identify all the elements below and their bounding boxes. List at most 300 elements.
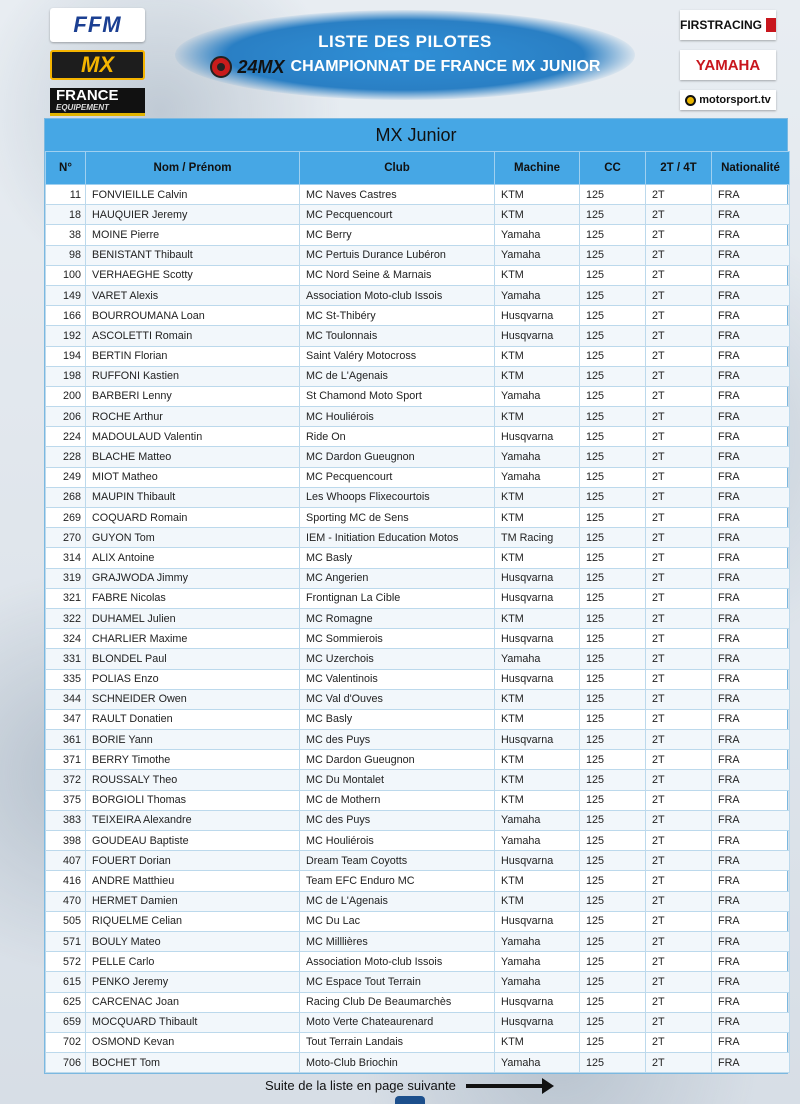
rider-machine: Husqvarna [495, 1012, 580, 1032]
rider-name: ROCHE Arthur [86, 407, 300, 427]
rider-number: 149 [46, 285, 86, 305]
rider-stroke: 2T [646, 972, 712, 992]
rider-cc: 125 [580, 366, 646, 386]
rider-nationality: FRA [712, 185, 790, 205]
rider-number: 192 [46, 326, 86, 346]
rider-stroke: 2T [646, 265, 712, 285]
rider-machine: KTM [495, 205, 580, 225]
rider-machine: KTM [495, 770, 580, 790]
rider-machine: KTM [495, 366, 580, 386]
table-row [46, 427, 790, 447]
rider-name: MADOULAUD Valentin [86, 427, 300, 447]
championship-row [175, 56, 635, 78]
rider-machine: Husqvarna [495, 326, 580, 346]
rider-machine: KTM [495, 871, 580, 891]
table-row [46, 649, 790, 669]
rider-club: MC Uzerchois [300, 649, 495, 669]
rider-number: 166 [46, 306, 86, 326]
table-row [46, 205, 790, 225]
rider-name: RUFFONI Kastien [86, 366, 300, 386]
rider-name: BERTIN Florian [86, 346, 300, 366]
col-header-machine: Machine [495, 152, 580, 185]
rider-number: 268 [46, 487, 86, 507]
rider-name: RIQUELME Celian [86, 911, 300, 931]
rider-club: Frontignan La Cible [300, 588, 495, 608]
rider-name: HERMET Damien [86, 891, 300, 911]
rider-number: 615 [46, 972, 86, 992]
rider-stroke: 2T [646, 528, 712, 548]
rider-number: 200 [46, 386, 86, 406]
rider-club: MC Angerien [300, 568, 495, 588]
rider-name: BOULY Mateo [86, 931, 300, 951]
rider-club: Moto Verte Chateaurenard [300, 1012, 495, 1032]
rider-number: 38 [46, 225, 86, 245]
rider-machine: KTM [495, 548, 580, 568]
rider-nationality: FRA [712, 1053, 790, 1073]
24mx-brand-icon [210, 56, 232, 78]
col-header-nationality: Nationalité [712, 152, 790, 185]
rider-cc: 125 [580, 205, 646, 225]
table-row [46, 851, 790, 871]
rider-nationality: FRA [712, 831, 790, 851]
table-row [46, 1012, 790, 1032]
rider-stroke: 2T [646, 588, 712, 608]
table-row [46, 730, 790, 750]
rider-machine: Husqvarna [495, 851, 580, 871]
rider-cc: 125 [580, 568, 646, 588]
table-row [46, 588, 790, 608]
rider-number: 228 [46, 447, 86, 467]
rider-cc: 125 [580, 1053, 646, 1073]
rider-name: FABRE Nicolas [86, 588, 300, 608]
rider-name: CHARLIER Maxime [86, 629, 300, 649]
rider-club: MC Basly [300, 548, 495, 568]
table-row [46, 245, 790, 265]
table-row [46, 386, 790, 406]
rider-number: 383 [46, 810, 86, 830]
rider-nationality: FRA [712, 629, 790, 649]
rider-number: 702 [46, 1032, 86, 1052]
rider-machine: Yamaha [495, 831, 580, 851]
rider-cc: 125 [580, 427, 646, 447]
table-row [46, 952, 790, 972]
rider-name: CARCENAC Joan [86, 992, 300, 1012]
rider-number: 344 [46, 689, 86, 709]
yamaha-logo: YAMAHA [680, 50, 776, 80]
france-equipement-logo [50, 88, 145, 116]
rider-number: 194 [46, 346, 86, 366]
rider-name: FOUERT Dorian [86, 851, 300, 871]
table-row [46, 871, 790, 891]
rider-stroke: 2T [646, 568, 712, 588]
brand-24mx: 24MX [237, 56, 285, 77]
rider-cc: 125 [580, 851, 646, 871]
table-row [46, 831, 790, 851]
table-row [46, 447, 790, 467]
rider-stroke: 2T [646, 891, 712, 911]
rider-club: MC Toulonnais [300, 326, 495, 346]
rider-number: 571 [46, 931, 86, 951]
rider-cc: 125 [580, 750, 646, 770]
rider-number: 505 [46, 911, 86, 931]
table-row [46, 326, 790, 346]
rider-number: 314 [46, 548, 86, 568]
rider-nationality: FRA [712, 245, 790, 265]
rider-stroke: 2T [646, 225, 712, 245]
table-row [46, 225, 790, 245]
firstracing-logo [680, 10, 776, 40]
table-row [46, 285, 790, 305]
rider-club: MC St-Thibéry [300, 306, 495, 326]
rider-machine: KTM [495, 407, 580, 427]
rider-name: PENKO Jeremy [86, 972, 300, 992]
rider-cc: 125 [580, 225, 646, 245]
rider-nationality: FRA [712, 447, 790, 467]
table-row [46, 265, 790, 285]
rider-stroke: 2T [646, 790, 712, 810]
col-header-name: Nom / Prénom [86, 152, 300, 185]
rider-nationality: FRA [712, 730, 790, 750]
rider-club: Team EFC Enduro MC [300, 871, 495, 891]
firstracing-flag-icon [766, 18, 776, 32]
table-row [46, 709, 790, 729]
rider-cc: 125 [580, 629, 646, 649]
rider-club: IEM - Initiation Education Motos [300, 528, 495, 548]
rider-name: BOURROUMANA Loan [86, 306, 300, 326]
rider-club: MC de L'Agenais [300, 366, 495, 386]
rider-machine: Yamaha [495, 447, 580, 467]
rider-machine: Yamaha [495, 1053, 580, 1073]
rider-stroke: 2T [646, 386, 712, 406]
rider-stroke: 2T [646, 427, 712, 447]
rider-cc: 125 [580, 326, 646, 346]
table-row [46, 487, 790, 507]
rider-number: 347 [46, 709, 86, 729]
rider-name: BLONDEL Paul [86, 649, 300, 669]
rider-machine: KTM [495, 750, 580, 770]
mx-logo: MX [50, 50, 145, 80]
rider-name: BARBERI Lenny [86, 386, 300, 406]
rider-name: MAUPIN Thibault [86, 487, 300, 507]
rider-nationality: FRA [712, 992, 790, 1012]
table-row [46, 608, 790, 628]
right-logos [680, 10, 780, 110]
rider-cc: 125 [580, 709, 646, 729]
rider-nationality: FRA [712, 750, 790, 770]
continuation-text: Suite de la liste en page suivante [265, 1078, 456, 1093]
rider-number: 324 [46, 629, 86, 649]
rider-stroke: 2T [646, 326, 712, 346]
rider-stroke: 2T [646, 1012, 712, 1032]
rider-stroke: 2T [646, 205, 712, 225]
rider-name: BERRY Timothe [86, 750, 300, 770]
rider-number: 335 [46, 669, 86, 689]
table-row [46, 1053, 790, 1073]
rider-club: MC Pertuis Durance Lubéron [300, 245, 495, 265]
table-row [46, 467, 790, 487]
rider-club: MC Pecquencourt [300, 467, 495, 487]
rider-number: 371 [46, 750, 86, 770]
rider-name: SCHNEIDER Owen [86, 689, 300, 709]
rider-club: MC Berry [300, 225, 495, 245]
rider-nationality: FRA [712, 548, 790, 568]
rider-club: Ride On [300, 427, 495, 447]
table-row [46, 346, 790, 366]
table-row [46, 750, 790, 770]
rider-machine: Yamaha [495, 245, 580, 265]
rider-cc: 125 [580, 790, 646, 810]
col-header-stroke: 2T / 4T [646, 152, 712, 185]
table-row [46, 911, 790, 931]
riders-table-container [44, 118, 788, 1074]
rider-stroke: 2T [646, 548, 712, 568]
rider-stroke: 2T [646, 770, 712, 790]
rider-club: Sporting MC de Sens [300, 508, 495, 528]
rider-name: HAUQUIER Jeremy [86, 205, 300, 225]
rider-club: Moto-Club Briochin [300, 1053, 495, 1073]
rider-machine: KTM [495, 487, 580, 507]
rider-club: MC Houliérois [300, 407, 495, 427]
rider-cc: 125 [580, 689, 646, 709]
rider-machine: TM Racing [495, 528, 580, 548]
rider-number: 331 [46, 649, 86, 669]
rider-cc: 125 [580, 770, 646, 790]
rider-stroke: 2T [646, 407, 712, 427]
rider-cc: 125 [580, 972, 646, 992]
rider-machine: Husqvarna [495, 629, 580, 649]
rider-machine: Yamaha [495, 810, 580, 830]
rider-number: 198 [46, 366, 86, 386]
rider-nationality: FRA [712, 770, 790, 790]
rider-machine: Yamaha [495, 952, 580, 972]
rider-machine: KTM [495, 185, 580, 205]
rider-name: RAULT Donatien [86, 709, 300, 729]
rider-nationality: FRA [712, 911, 790, 931]
motorsport-tv-text: motorsport.tv [699, 94, 771, 106]
rider-name: ROUSSALY Theo [86, 770, 300, 790]
rider-cc: 125 [580, 548, 646, 568]
rider-club: Tout Terrain Landais [300, 1032, 495, 1052]
rider-machine: KTM [495, 346, 580, 366]
rider-stroke: 2T [646, 911, 712, 931]
rider-name: POLIAS Enzo [86, 669, 300, 689]
rider-cc: 125 [580, 871, 646, 891]
rider-number: 361 [46, 730, 86, 750]
motorsport-wheel-icon [685, 95, 696, 106]
table-row [46, 185, 790, 205]
rider-nationality: FRA [712, 265, 790, 285]
rider-cc: 125 [580, 185, 646, 205]
rider-nationality: FRA [712, 608, 790, 628]
rider-number: 98 [46, 245, 86, 265]
riders-table [45, 151, 790, 1073]
rider-cc: 125 [580, 952, 646, 972]
rider-club: MC des Puys [300, 810, 495, 830]
rider-machine: Husqvarna [495, 568, 580, 588]
continuation-note [265, 1078, 546, 1093]
rider-stroke: 2T [646, 245, 712, 265]
firstracing-logo-text: FIRSTRACING [680, 18, 762, 32]
rider-machine: Yamaha [495, 931, 580, 951]
rider-club: MC Naves Castres [300, 185, 495, 205]
table-row [46, 770, 790, 790]
left-logos [50, 8, 160, 116]
rider-nationality: FRA [712, 669, 790, 689]
rider-cc: 125 [580, 931, 646, 951]
rider-club: MC Dardon Gueugnon [300, 750, 495, 770]
rider-machine: KTM [495, 689, 580, 709]
rider-club: St Chamond Moto Sport [300, 386, 495, 406]
rider-nationality: FRA [712, 205, 790, 225]
rider-club: MC Romagne [300, 608, 495, 628]
rider-nationality: FRA [712, 851, 790, 871]
rider-club: Association Moto-club Issois [300, 952, 495, 972]
table-row [46, 1032, 790, 1052]
rider-stroke: 2T [646, 366, 712, 386]
rider-stroke: 2T [646, 629, 712, 649]
rider-stroke: 2T [646, 185, 712, 205]
rider-name: DUHAMEL Julien [86, 608, 300, 628]
rider-club: Saint Valéry Motocross [300, 346, 495, 366]
rider-name: TEIXEIRA Alexandre [86, 810, 300, 830]
rider-name: MIOT Matheo [86, 467, 300, 487]
table-row [46, 810, 790, 830]
rider-stroke: 2T [646, 952, 712, 972]
rider-club: MC Dardon Gueugnon [300, 447, 495, 467]
rider-machine: Husqvarna [495, 427, 580, 447]
motorsport-tv-logo [680, 90, 776, 110]
rider-nationality: FRA [712, 306, 790, 326]
rider-nationality: FRA [712, 790, 790, 810]
rider-nationality: FRA [712, 225, 790, 245]
rider-stroke: 2T [646, 931, 712, 951]
rider-name: ANDRE Matthieu [86, 871, 300, 891]
rider-machine: KTM [495, 508, 580, 528]
rider-cc: 125 [580, 306, 646, 326]
rider-cc: 125 [580, 508, 646, 528]
rider-name: ALIX Antoine [86, 548, 300, 568]
rider-machine: KTM [495, 790, 580, 810]
rider-machine: Husqvarna [495, 669, 580, 689]
rider-machine: Yamaha [495, 972, 580, 992]
rider-club: MC Basly [300, 709, 495, 729]
table-row [46, 891, 790, 911]
rider-stroke: 2T [646, 649, 712, 669]
rider-cc: 125 [580, 891, 646, 911]
table-row [46, 689, 790, 709]
rider-number: 625 [46, 992, 86, 1012]
france-logo-text: FRANCE [56, 87, 119, 104]
rider-cc: 125 [580, 992, 646, 1012]
ffm-logo: FFM [50, 8, 145, 42]
rider-nationality: FRA [712, 871, 790, 891]
arrow-right-icon [466, 1084, 546, 1088]
rider-nationality: FRA [712, 407, 790, 427]
rider-number: 269 [46, 508, 86, 528]
rider-nationality: FRA [712, 427, 790, 447]
rider-stroke: 2T [646, 750, 712, 770]
rider-stroke: 2T [646, 447, 712, 467]
rider-number: 11 [46, 185, 86, 205]
col-header-club: Club [300, 152, 495, 185]
rider-stroke: 2T [646, 508, 712, 528]
rider-nationality: FRA [712, 487, 790, 507]
rider-cc: 125 [580, 285, 646, 305]
rider-club: MC de Mothern [300, 790, 495, 810]
rider-nationality: FRA [712, 810, 790, 830]
rider-name: BORGIOLI Thomas [86, 790, 300, 810]
rider-machine: Yamaha [495, 467, 580, 487]
rider-cc: 125 [580, 608, 646, 628]
rider-cc: 125 [580, 346, 646, 366]
table-row [46, 931, 790, 951]
rider-name: GOUDEAU Baptiste [86, 831, 300, 851]
rider-nationality: FRA [712, 972, 790, 992]
rider-name: VERHAEGHE Scotty [86, 265, 300, 285]
rider-machine: KTM [495, 265, 580, 285]
rider-cc: 125 [580, 1032, 646, 1052]
rider-cc: 125 [580, 730, 646, 750]
rider-nationality: FRA [712, 689, 790, 709]
rider-club: MC Houliérois [300, 831, 495, 851]
rider-nationality: FRA [712, 528, 790, 548]
rider-cc: 125 [580, 407, 646, 427]
rider-stroke: 2T [646, 709, 712, 729]
rider-stroke: 2T [646, 810, 712, 830]
col-header-cc: CC [580, 152, 646, 185]
rider-name: GRAJWODA Jimmy [86, 568, 300, 588]
rider-number: 398 [46, 831, 86, 851]
table-row [46, 407, 790, 427]
rider-club: Dream Team Coyotts [300, 851, 495, 871]
rider-number: 372 [46, 770, 86, 790]
rider-cc: 125 [580, 649, 646, 669]
rider-cc: 125 [580, 588, 646, 608]
equipement-logo-text: EQUIPEMENT [56, 103, 109, 112]
page-title: LISTE DES PILOTES [318, 32, 492, 51]
rider-nationality: FRA [712, 709, 790, 729]
rider-club: Association Moto-club Issois [300, 285, 495, 305]
rider-name: BOCHET Tom [86, 1053, 300, 1073]
rider-name: VARET Alexis [86, 285, 300, 305]
table-heading: MX Junior [45, 119, 787, 151]
rider-number: 375 [46, 790, 86, 810]
rider-number: 416 [46, 871, 86, 891]
rider-machine: KTM [495, 608, 580, 628]
rider-nationality: FRA [712, 285, 790, 305]
rider-nationality: FRA [712, 366, 790, 386]
rider-nationality: FRA [712, 568, 790, 588]
table-row [46, 306, 790, 326]
rider-nationality: FRA [712, 467, 790, 487]
rider-stroke: 2T [646, 608, 712, 628]
rider-name: FONVIEILLE Calvin [86, 185, 300, 205]
rider-club: MC Du Lac [300, 911, 495, 931]
table-row [46, 568, 790, 588]
rider-cc: 125 [580, 911, 646, 931]
rider-club: MC Valentinois [300, 669, 495, 689]
rider-club: MC de L'Agenais [300, 891, 495, 911]
rider-club: MC Du Montalet [300, 770, 495, 790]
rider-nationality: FRA [712, 386, 790, 406]
rider-cc: 125 [580, 528, 646, 548]
rider-cc: 125 [580, 265, 646, 285]
rider-nationality: FRA [712, 1032, 790, 1052]
rider-number: 18 [46, 205, 86, 225]
table-row [46, 548, 790, 568]
rider-machine: Yamaha [495, 285, 580, 305]
rider-stroke: 2T [646, 1032, 712, 1052]
